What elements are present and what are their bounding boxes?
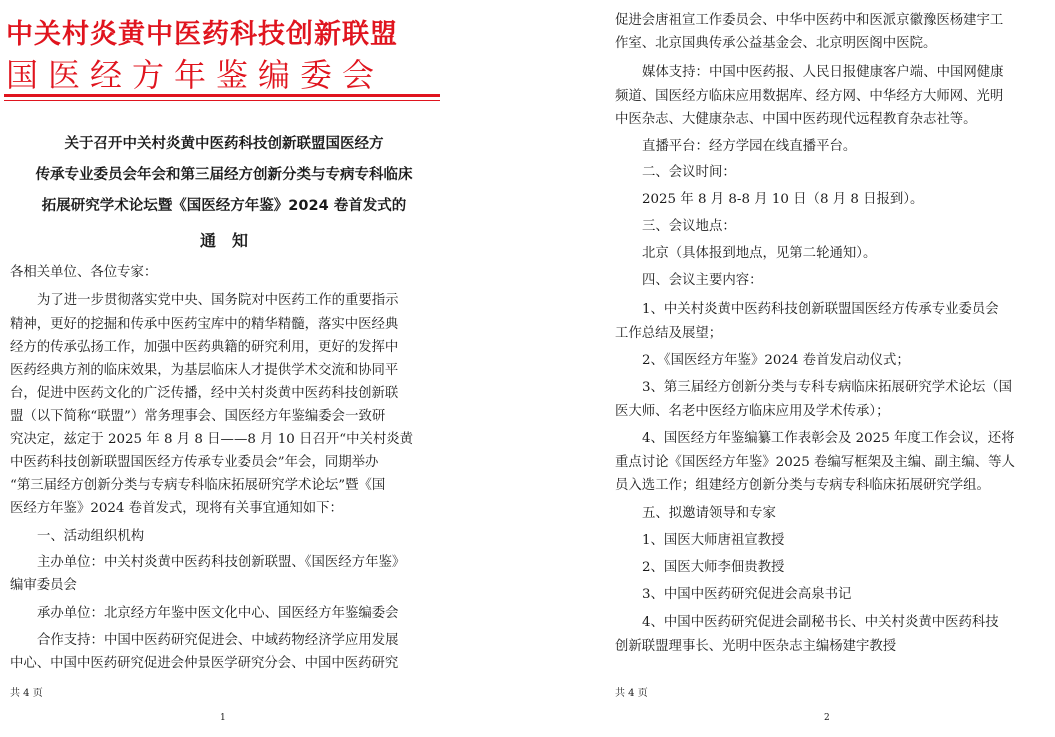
letterhead-organization: 中关村炎黄中医药科技创新联盟 bbox=[6, 19, 398, 50]
notice-title-line: 传承专业委员会年会和第三届经方创新分类与专病专科临床 bbox=[35, 167, 413, 183]
body-line: 北京（具体报到地点，见第二轮通知）。 bbox=[642, 246, 877, 261]
body-line: 2、《国医经方年鉴》2024 卷首发启动仪式； bbox=[642, 353, 910, 368]
body-line: 盟（以下简称“联盟”）常务理事会、国医经方年鉴编委会一致研 bbox=[10, 409, 386, 424]
body-line: 精神，更好的挖掘和传承中医药宝库中的精华精髓，落实中医经典 bbox=[10, 317, 399, 332]
body-line: 2025 年 8 月 8-8 月 10 日（8 月 8 日报到）。 bbox=[642, 192, 924, 207]
body-line: 承办单位：北京经方年鉴中医文化中心、国医经方年鉴编委会 bbox=[37, 606, 399, 621]
notice-title-line: 拓展研究学术论坛暨《国医经方年鉴》2024 卷首发式的 bbox=[41, 198, 407, 214]
section-heading: 五、拟邀请领导和专家 bbox=[642, 506, 776, 521]
notice-title-heading: 通 知 bbox=[199, 231, 248, 250]
list-item: 4、中国中医药研究促进会副秘书长、中关村炎黄中医药科技 bbox=[642, 615, 999, 630]
letterhead-rule-thin bbox=[4, 100, 440, 101]
body-line: 工作总结及展望； bbox=[615, 326, 723, 341]
list-item: 创新联盟理事长、光明中医杂志主编杨建宇教授 bbox=[615, 639, 897, 654]
body-line: 经方的传承弘扬工作，加强中医药典籍的研究利用，更好的发挥中 bbox=[10, 340, 399, 355]
body-line: 3、第三届经方创新分类与专科专病临床拓展研究学术论坛（国 bbox=[642, 380, 1013, 395]
body-line: 医大师、名老中医经方临床应用及学术传承）； bbox=[615, 404, 890, 419]
page-number: 1 bbox=[220, 713, 226, 723]
body-line: 媒体支持：中国中医药报、人民日报健康客户端、中国网健康 bbox=[642, 65, 1004, 80]
body-line: 频道、国医经方临床应用数据库、经方网、中华经方大师网、光明 bbox=[615, 89, 1004, 104]
section-heading: 二、会议时间： bbox=[642, 165, 736, 180]
body-line: 主办单位：中关村炎黄中医药科技创新联盟、《国医经方年鉴》 bbox=[37, 555, 406, 570]
body-line: 1、中关村炎黄中医药科技创新联盟国医经方传承专业委员会 bbox=[642, 302, 999, 317]
body-line: 合作支持：中国中医药研究促进会、中域药物经济学应用发展 bbox=[37, 633, 399, 648]
salutation: 各相关单位、各位专家： bbox=[10, 265, 158, 280]
body-line: 作室、北京国典传承公益基金会、北京明医阁中医院。 bbox=[615, 36, 937, 51]
body-line: “第三届经方创新分类与专病专科临床拓展研究学术论坛”暨《国 bbox=[10, 478, 386, 493]
body-line: 员入选工作；组建经方创新分类与专病专科临床拓展研究学组。 bbox=[615, 478, 990, 493]
body-line: 重点讨论《国医经方年鉴》2025 卷编写框架及主编、副主编、等人 bbox=[615, 455, 1015, 470]
letterhead-committee: 国医经方年鉴编委会 bbox=[6, 56, 385, 94]
document-page-2 bbox=[603, 0, 1055, 737]
list-item: 1、国医大师唐祖宣教授 bbox=[642, 533, 785, 548]
body-line: 医经方年鉴》2024 卷首发式，现将有关事宜通知如下： bbox=[10, 501, 343, 516]
document-page-1 bbox=[0, 0, 448, 737]
letterhead-rule-thick bbox=[4, 94, 440, 97]
body-line: 中医药科技创新联盟国医经方传承专业委员会”年会，同期举办 bbox=[10, 455, 379, 470]
page-number: 2 bbox=[824, 713, 830, 723]
body-line: 医药经典方剂的临床效果，为基层临床人才提供学术交流和协同平 bbox=[10, 363, 399, 378]
list-item: 2、国医大师李佃贵教授 bbox=[642, 560, 785, 575]
section-heading: 三、会议地点： bbox=[642, 219, 736, 234]
body-line: 促进会唐祖宣工作委员会、中华中医药中和医派京徽豫医杨建宇工 bbox=[615, 13, 1004, 28]
page-count: 共 4 页 bbox=[615, 688, 648, 699]
section-heading: 一、活动组织机构 bbox=[37, 529, 145, 544]
body-line: 中心、中国中医药研究促进会仲景医学研究分会、中国中医药研究 bbox=[10, 656, 399, 671]
notice-title-line: 关于召开中关村炎黄中医药科技创新联盟国医经方 bbox=[64, 136, 384, 152]
section-heading: 四、会议主要内容： bbox=[642, 273, 763, 288]
body-line: 4、国医经方年鉴编纂工作表彰会及 2025 年度工作会议，还将 bbox=[642, 431, 1015, 446]
body-line: 直播平台：经方学园在线直播平台。 bbox=[642, 139, 857, 154]
body-line: 中医杂志、大健康杂志、中国中医药现代远程教育杂志社等。 bbox=[615, 112, 977, 127]
body-line: 台，促进中医药文化的广泛传播，经中关村炎黄中医药科技创新联 bbox=[10, 386, 399, 401]
list-item: 3、中国中医药研究促进会高泉书记 bbox=[642, 587, 852, 602]
page-count: 共 4 页 bbox=[10, 688, 43, 699]
body-line: 为了进一步贯彻落实党中央、国务院对中医药工作的重要指示 bbox=[37, 293, 399, 308]
body-line: 编审委员会 bbox=[10, 578, 77, 593]
body-line: 究决定，兹定于 2025 年 8 月 8 日——8 月 10 日召开“中关村炎黄 bbox=[10, 432, 414, 447]
